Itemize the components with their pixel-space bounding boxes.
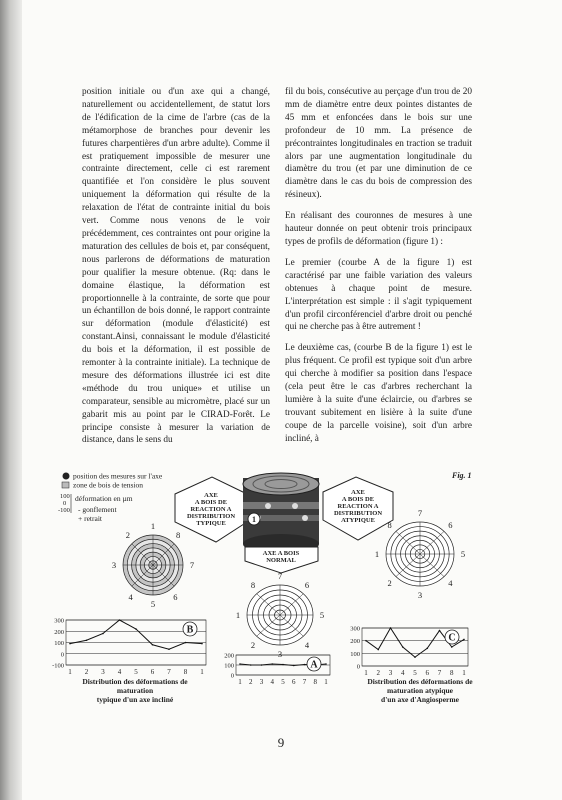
y-tick-label: -100	[52, 662, 64, 670]
legend-positions-text: position des mesures sur l'axe	[73, 471, 163, 481]
data-point	[102, 633, 104, 635]
y-tick-label: 100	[54, 640, 64, 647]
x-tick-label: 8	[313, 678, 317, 686]
caption-c-line: Distribution des déformations de	[367, 677, 473, 686]
point-label: 3	[277, 649, 283, 659]
cross-section-atypical	[375, 508, 465, 600]
caption-b-line: Distribution des déformations de	[82, 677, 188, 686]
point-label: 8	[250, 580, 256, 591]
paragraph: position initiale ou d'un axe qui a changé, naturellement ou accidentellement, de statut lors de l'édification de la cime de l'arbre (cas de la métamorphose de branches pour devenir les futures charpentières d'un arbre adulte). Comme il est pratiquement impossible de mesurer une contrainte directement, celle ci est rarement quantifiée et l'on considère le plus souvent uniquement la déformation qui résulte de la relaxation de l'état de contrainte initial du bois vert. Comme nous venons de le voir précédemment, ces contraintes ont pour origine la maturation des cellules de bois et, par conséquent, nous parlerons de déformations de maturation pour qualifier la mesure obtenue. (Rq: dans le domaine élastique, la déformation est proportionnelle à la contrainte, de sorte que pour un échantillon de bois donné, le rapport contrainte sur déformation (module d'élasticité) est constant.Ainsi, connaissant le module d'élasticité du bois et la déformation, il est possible de remonter à la contrainte initiale). La technique de mesure des déformations illustrée ici est dite «méthode du trou unique» et utilise un comparateur, sensible au micromètre, placé sur un gabarit mis au point par le CIRAD-Forêt. Le principe consiste à mesurer la variation de distance, dans le sens du	[82, 87, 270, 446]
arrow-atypical	[323, 477, 393, 540]
x-tick-label: 2	[84, 668, 89, 676]
legend-shrink-text: + retrait	[78, 514, 103, 523]
data-point	[426, 647, 428, 649]
point-label: 8	[175, 530, 181, 541]
paragraph: Le deuxième cas, (courbe B de la figure 1) est le plus fréquent. Ce profil est typique soit d'un arbre qui cherche à modifier sa position dans l'espace (cela peut être le cas d'arbres recherchant la lumière à la suite d'une éclaircie, ou d'arbres se trouvant subitement en lisière à la suite d'une coupe de la parcelle voisine), soit d'un arbre incliné, à	[285, 343, 472, 444]
data-point	[152, 644, 154, 646]
arrow-normal	[245, 547, 318, 573]
data-point	[135, 628, 137, 630]
legend-units-text: déformation en µm	[75, 494, 133, 503]
paragraph: Le premier (courbe A de la figure 1) est caractérisé par une faible variation des valeurs obtenues à chaque point de mesure. L'interprétation est simple : il s'agit typiquement d'un profil circonférenciel d'arbre droit ou penché qui ne cherche pas à être autrement !	[285, 257, 472, 333]
y-tick-label: 0	[356, 663, 360, 671]
legend-tension-text: zone de bois de tension	[73, 480, 143, 490]
binding-gutter	[0, 0, 22, 800]
point-label: 5	[319, 610, 325, 620]
series-letter: A	[310, 659, 318, 671]
data-point	[201, 643, 203, 645]
x-tick-label: 4	[401, 669, 405, 677]
caption-c-line: d'un axe d'Angiosperme	[381, 695, 459, 704]
x-tick-label: 6	[292, 678, 296, 686]
data-point	[439, 630, 441, 632]
data-point	[250, 664, 252, 666]
x-tick-label: 3	[259, 678, 264, 686]
legend-dot-icon	[63, 473, 70, 480]
arrow-normal-line: AXE A BOIS	[262, 550, 300, 557]
y-tick-label: 200	[224, 652, 234, 660]
log-marker-label: 1	[252, 515, 256, 524]
paragraph: En réalisant des couronnes de mesures à une hauteur donnée on peut obtenir trois principaux types de profils de déformation (figure 1) :	[285, 211, 472, 247]
point-label: 8	[387, 520, 392, 531]
data-point	[304, 664, 306, 666]
data-point	[390, 627, 392, 629]
series-line	[70, 620, 202, 649]
x-tick-label: 2	[376, 669, 380, 677]
y-tick-label: 300	[54, 617, 64, 625]
text-column-left	[82, 86, 270, 455]
point-label: 3	[111, 560, 117, 570]
point-label: 1	[235, 610, 241, 620]
arrow-atypical-line: DISTRIBUTION	[333, 510, 383, 517]
x-tick-label: 2	[249, 678, 253, 686]
data-point	[293, 665, 295, 667]
x-tick-label: 5	[413, 669, 417, 677]
data-point	[119, 619, 121, 621]
page-number: 9	[277, 735, 285, 750]
x-tick-label: 3	[388, 669, 393, 677]
x-tick-label: 1	[462, 669, 466, 677]
data-point	[451, 646, 453, 648]
legend-tension-swatch	[62, 482, 69, 488]
y-tick-label: 200	[350, 638, 360, 646]
point-label: 2	[125, 530, 131, 541]
arrow-typical-line: AXE	[204, 492, 218, 499]
y-tick-label: 100	[350, 650, 360, 658]
caption-b-line: maturation	[116, 686, 154, 695]
x-tick-label: 6	[425, 669, 429, 677]
data-point	[271, 663, 273, 665]
point-label: 2	[250, 639, 256, 650]
y-tick-label: 0	[230, 672, 234, 680]
point-label: 1	[374, 549, 380, 559]
arrow-typical-line: REACTION A	[190, 506, 232, 513]
x-tick-label: 1	[324, 678, 328, 686]
y-tick-label: 100	[224, 662, 234, 670]
cross-section-typical	[112, 521, 194, 609]
legend-scale-bottom: -100	[58, 507, 70, 514]
point-label: 3	[417, 590, 423, 600]
data-point	[282, 664, 284, 666]
caption-b-line: typique d'un axe incliné	[96, 695, 174, 704]
point-label: 7	[277, 571, 283, 581]
data-point	[377, 649, 379, 651]
x-tick-label: 1	[364, 669, 368, 677]
data-point	[261, 664, 263, 666]
data-point	[365, 640, 367, 642]
text-column-right	[285, 86, 472, 454]
log-illustration	[243, 473, 319, 554]
point-label: 7	[189, 560, 195, 570]
arrow-typical-line: A BOIS DE	[194, 499, 228, 506]
data-point	[325, 663, 327, 665]
arrow-typical-line: TYPIQUE	[196, 520, 226, 527]
legend-scale-mid: 0	[63, 500, 67, 507]
y-tick-label: 300	[350, 625, 360, 633]
data-point	[185, 642, 187, 644]
x-tick-label: 8	[450, 669, 454, 677]
data-point	[168, 648, 170, 650]
y-tick-label: 200	[54, 628, 64, 636]
data-point	[239, 663, 241, 665]
point-label: 6	[173, 591, 178, 602]
x-tick-label: 1	[68, 668, 72, 676]
x-tick-label: 5	[281, 678, 285, 686]
x-tick-label: 4	[117, 668, 122, 676]
x-tick-label: 4	[270, 678, 274, 686]
arrow-atypical-line: REACTION A	[337, 503, 379, 510]
data-point	[463, 639, 465, 641]
x-tick-label: 5	[134, 668, 138, 676]
paragraph: fil du bois, consécutive au perçage d'un trou de 20 mm de diamètre entre deux pointes distantes de 45 mm et enfoncées dans le bois sur une profondeur de 10 mm. La présence de précontraintes longitudinales en traction se traduit alors par une augmentation longitudinale du diamètre du trou (et par une diminution de ce diamètre dans le cas du bois de compression des résineux).	[285, 87, 472, 201]
x-tick-label: 7	[167, 668, 171, 676]
point-label: 4	[448, 577, 453, 588]
y-tick-label: 0	[60, 651, 64, 659]
point-label: 2	[387, 577, 392, 588]
arrow-atypical-line: ATYPIQUE	[341, 517, 375, 524]
x-tick-label: 7	[302, 678, 307, 686]
point-label: 6	[448, 520, 453, 531]
data-point	[402, 646, 404, 648]
arrow-normal-line: NORMAL	[266, 557, 296, 564]
point-label: 1	[150, 521, 156, 531]
figure-1	[40, 470, 520, 720]
point-label: 4	[304, 639, 310, 650]
legend-scale-top: 100	[60, 493, 70, 500]
arrow-typical	[175, 477, 247, 542]
data-point	[86, 639, 88, 641]
x-tick-label: 8	[183, 668, 188, 676]
caption-c-line: maturation atypique	[386, 686, 454, 695]
cross-section-normal	[236, 571, 324, 659]
x-tick-label: 1	[200, 668, 204, 676]
point-label: 4	[128, 591, 133, 602]
data-point	[414, 656, 416, 658]
x-tick-label: 6	[150, 668, 155, 676]
arrow-atypical-line: AXE	[351, 489, 365, 496]
series-letter: B	[186, 624, 194, 636]
x-tick-label: 1	[238, 678, 242, 686]
data-point	[69, 643, 71, 645]
x-tick-label: 7	[437, 669, 442, 677]
series-letter: C	[448, 632, 456, 644]
chart-b	[52, 618, 206, 677]
legend-swell-text: - gonflement	[78, 505, 117, 514]
point-label: 7	[417, 508, 423, 518]
arrow-atypical-line: A BOIS DE	[341, 496, 375, 503]
figure-label: Fig. 1	[452, 471, 472, 480]
point-label: 5	[460, 549, 466, 559]
point-label: 5	[150, 599, 156, 609]
chart-c	[350, 626, 468, 678]
x-tick-label: 3	[101, 668, 105, 676]
point-label: 6	[304, 580, 310, 591]
arrow-typical-line: DISTRIBUTION	[186, 513, 236, 520]
